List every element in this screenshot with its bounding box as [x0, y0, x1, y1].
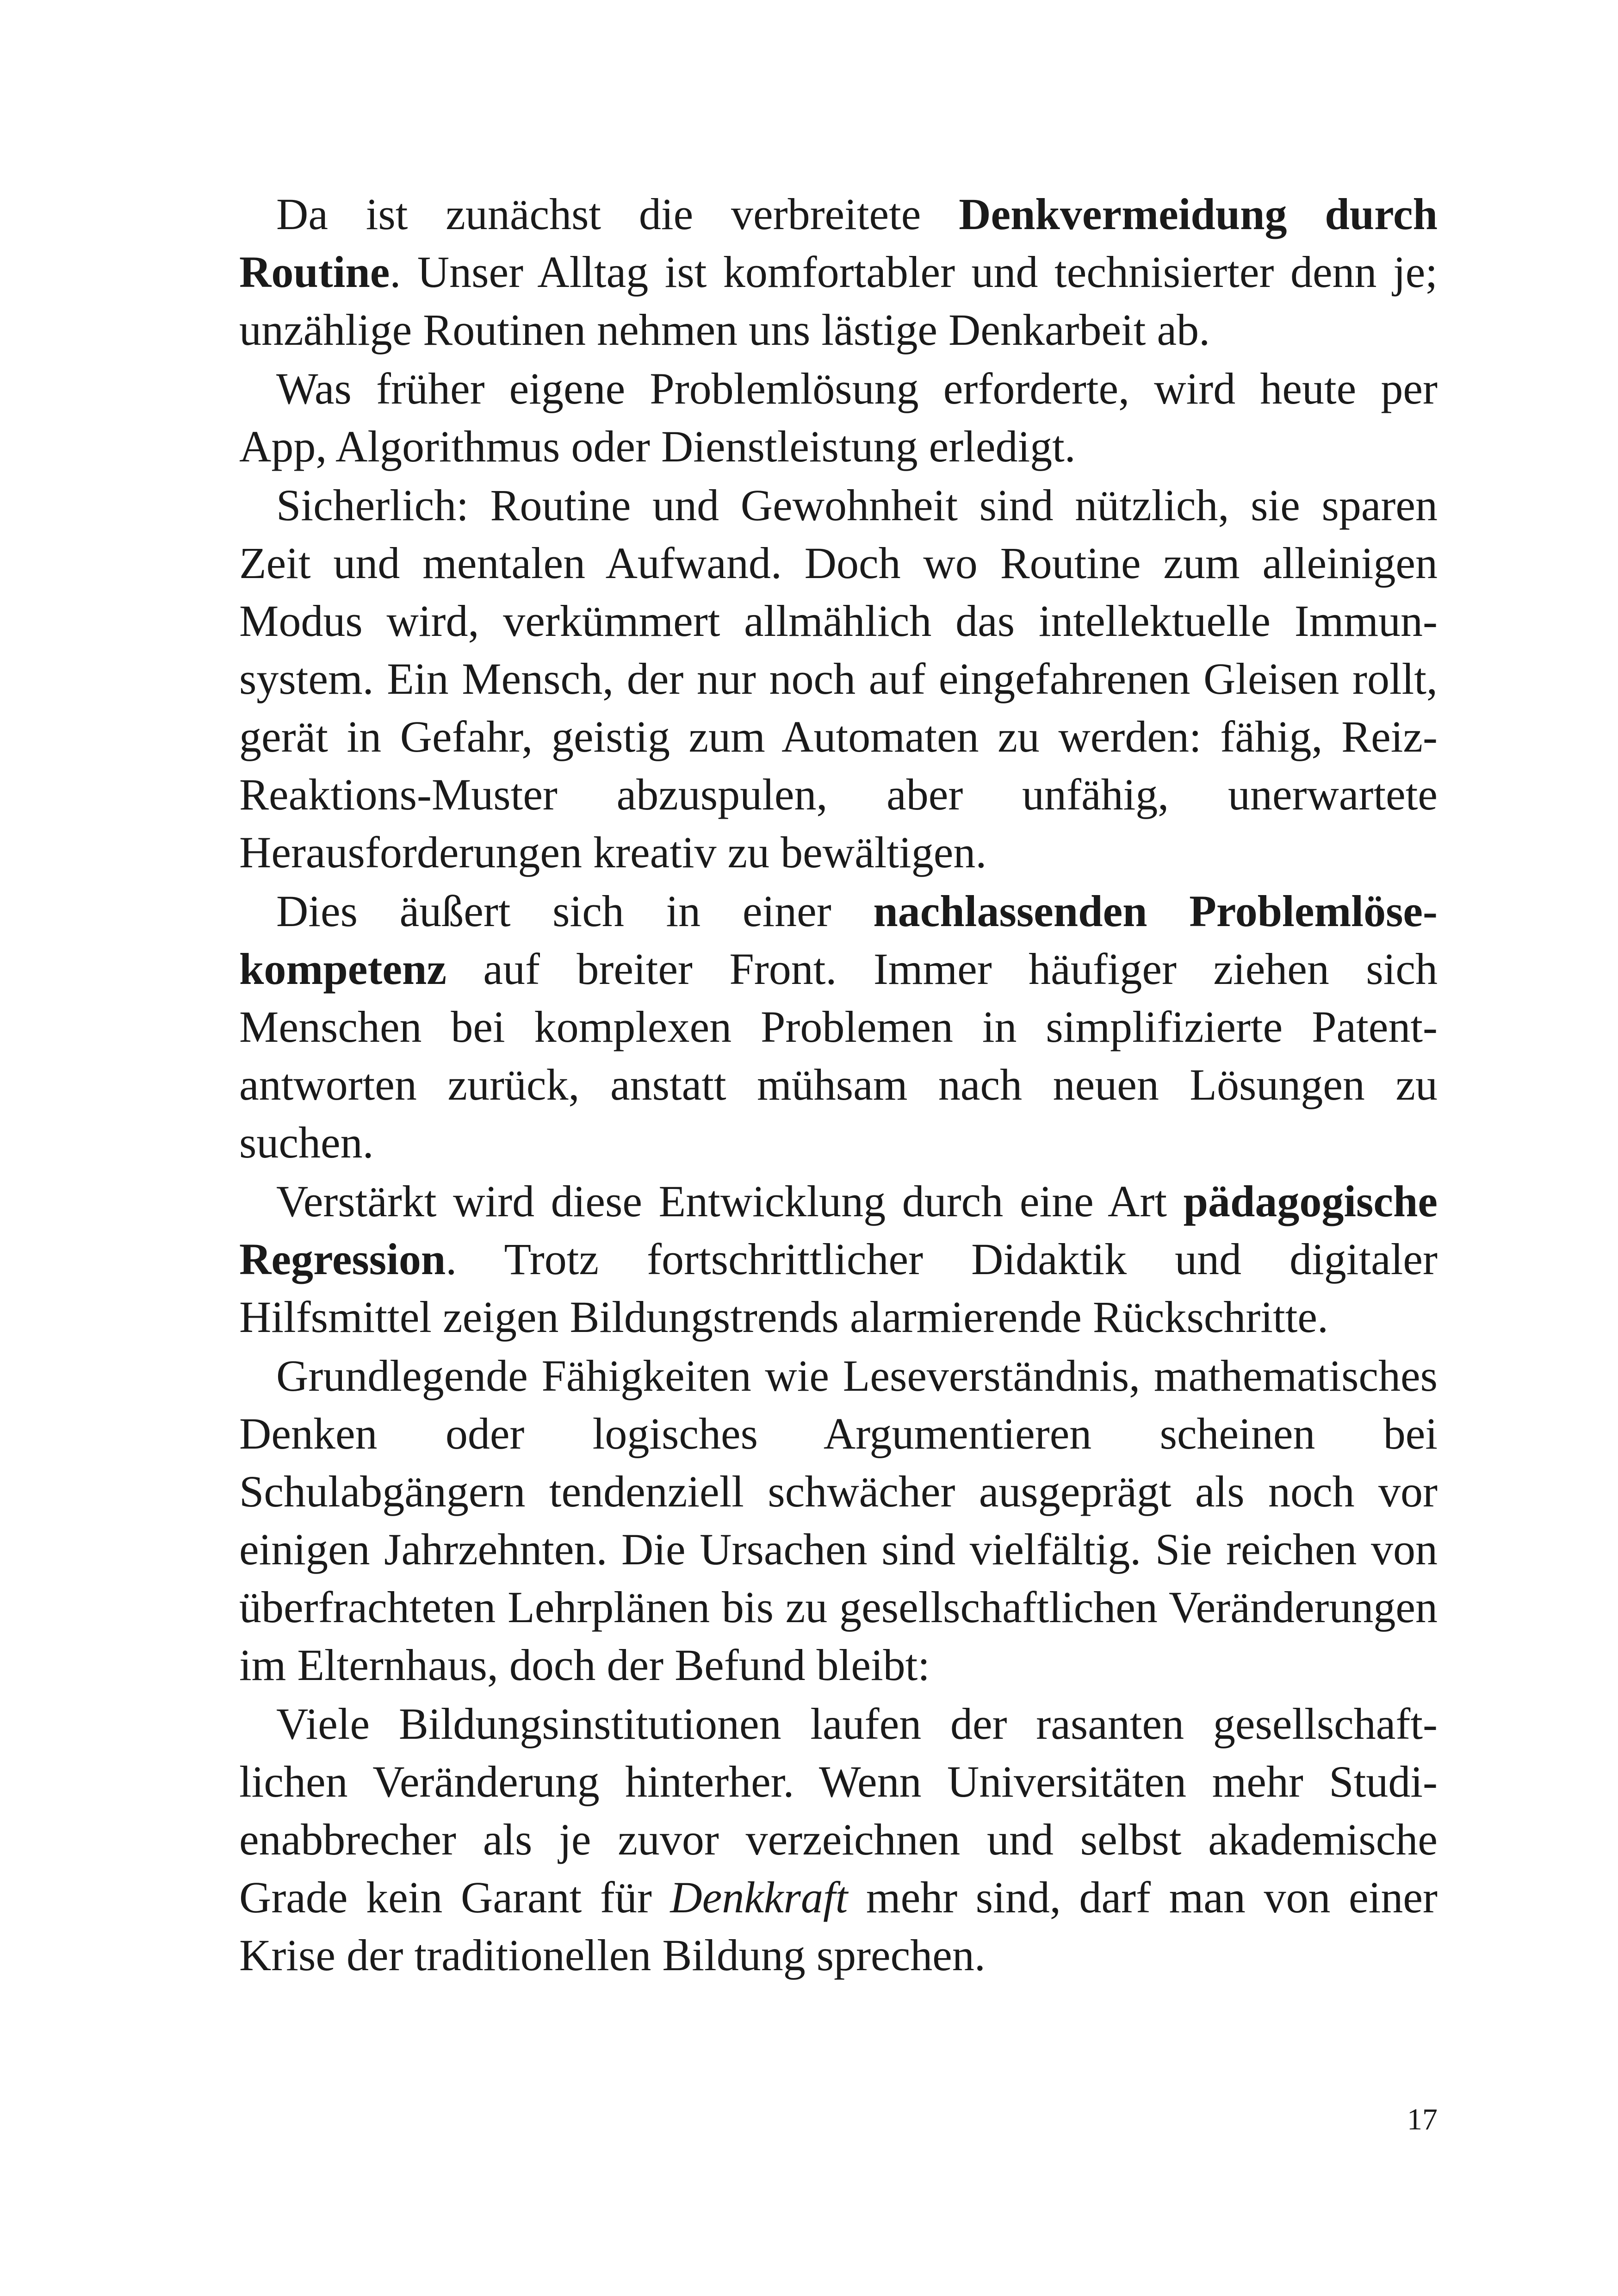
- bold-term: Denkvermeidung durch Routine: [239, 189, 1438, 297]
- italic-term: Denkkraft: [670, 1873, 848, 1922]
- paragraph: [239, 882, 1438, 1171]
- text-segment: . Unser Alltag ist komfortabler und technisierter denn je; unzählige Routinen nehmen uns lästige Denkarbeit ab.: [239, 247, 1438, 355]
- bold-term: pädagogische Regression: [239, 1176, 1438, 1284]
- body-text: [239, 185, 1438, 1984]
- text-segment: Was früher eigene Problemlösung erforderte, wird heute per App, Algorithmus oder Dienstleistung erledigt.: [239, 364, 1438, 471]
- text-segment: Dies äußert sich in einer: [276, 886, 874, 936]
- bold-term: nachlassenden Problemlösekompetenz: [239, 886, 1438, 994]
- text-segment: Grundlegende Fähigkeiten wie Leseverständnis, mathematisches Denken oder logisches Argumentieren scheinen bei Schulabgängern tendenziell schwächer ausgeprägt als noch vor einigen Jahrzehnten. Die Ursachen sind vielfältig. Sie reichen von überfrachteten Lehrplänen bis zu gesellschaftlichen Veränderungen im Elternhaus, doch der Befund bleibt:: [239, 1351, 1438, 1690]
- text-segment: Sicherlich: Routine und Gewohnheit sind nützlich, sie sparen Zeit und mentalen Aufwand. Doch wo Routine zum alleinigen Modus wird, verkümmert allmählich das intellektuelle Immunsystem. Ein Mensch, der nur noch auf eingefahrenen Gleisen rollt, gerät in Gefahr, geistig zum Automaten zu werden: fähig, Reiz-Reaktions-Muster abzuspulen, aber unfähig, unerwartete Herausforderungen kreativ zu bewältigen.: [239, 480, 1438, 877]
- text-segment: Viele Bildungsinstitutionen laufen der rasanten gesellschaftlichen Veränderung hinterher. Wenn Universitäten mehr Studienabbrecher als je zuvor verzeichnen und selbst akademische Grade kein Garant für: [239, 1699, 1438, 1922]
- paragraph: [239, 1347, 1438, 1694]
- paragraph: [239, 1695, 1438, 1984]
- text-segment: mehr sind, darf man von einer Krise der traditionellen Bildung sprechen.: [239, 1873, 1438, 1980]
- paragraph: [239, 360, 1438, 475]
- text-segment: Da ist zunächst die verbreitete: [276, 189, 959, 239]
- paragraph: [239, 1172, 1438, 1346]
- text-segment: . Trotz fortschrittlicher Didaktik und digitaler Hilfsmittel zeigen Bildungstrends alarmierende Rückschritte.: [239, 1234, 1438, 1342]
- paragraph: [239, 476, 1438, 881]
- text-segment: Verstärkt wird diese Entwicklung durch eine Art: [276, 1176, 1184, 1226]
- page-number: 17: [1407, 2103, 1438, 2136]
- paragraph: [239, 185, 1438, 359]
- text-segment: auf breiter Front. Immer häufiger ziehen sich Menschen bei komplexen Problemen in simplifizierte Patentantworten zurück, anstatt mühsam nach neuen Lösungen zu suchen.: [239, 944, 1438, 1167]
